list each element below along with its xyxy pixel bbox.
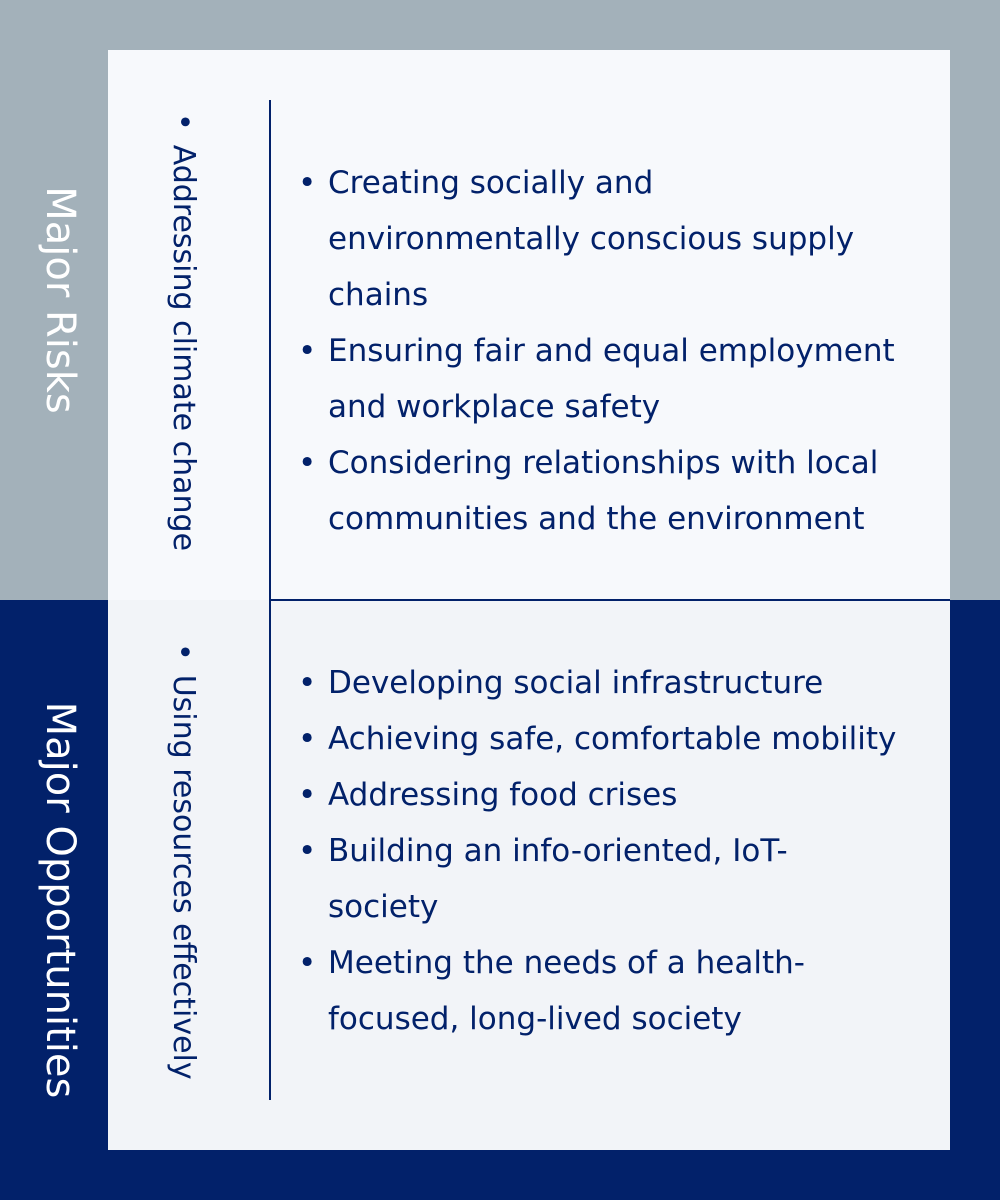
bullet-icon: • [298,721,317,757]
bullet-icon: • [166,643,201,661]
opportunities-theme-text: Using resources effectively [166,674,201,1080]
bullet-icon: • [298,665,317,701]
item-line: chains [328,277,429,313]
item-line: Developing social infrastructure [328,665,824,701]
list-item [298,935,918,1047]
risks-theme [166,113,201,551]
bullet-icon: • [298,833,317,869]
item-line: Meeting the needs of a health- [328,945,805,981]
bullet-icon: • [298,445,317,481]
bullet-icon: • [298,777,317,813]
list-item [298,155,918,323]
list-item [298,823,918,935]
list-item [298,655,918,711]
item-line: Creating socially and [328,165,654,201]
item-line: Considering relationships with local [328,445,879,481]
bullet-icon: • [298,333,317,369]
list-item [298,435,918,547]
bullet-icon: • [298,945,317,981]
risks-theme-text: Addressing climate change [166,144,201,552]
item-line: and workplace safety [328,389,661,425]
item-line: Ensuring fair and equal employment [328,333,895,369]
major-opportunities-label: Major Opportunities [37,701,83,1099]
opportunities-theme [166,643,201,1080]
list-item [298,711,918,767]
item-line: environmentally conscious supply [328,221,855,257]
item-line: Building an info-oriented, IoT- [328,833,788,869]
risks-list [298,155,918,547]
list-item [298,767,918,823]
horizontal-divider [270,599,950,601]
major-risks-label: Major Risks [37,186,83,414]
item-line: Addressing food crises [328,777,678,813]
item-line: communities and the environment [328,501,865,537]
bullet-icon: • [298,165,317,201]
opportunities-list [298,655,918,1047]
bullet-icon: • [166,113,201,131]
item-line: society [328,889,439,925]
item-line: focused, long-lived society [328,1001,742,1037]
item-line: Achieving safe, comfortable mobility [328,721,897,757]
list-item [298,323,918,435]
